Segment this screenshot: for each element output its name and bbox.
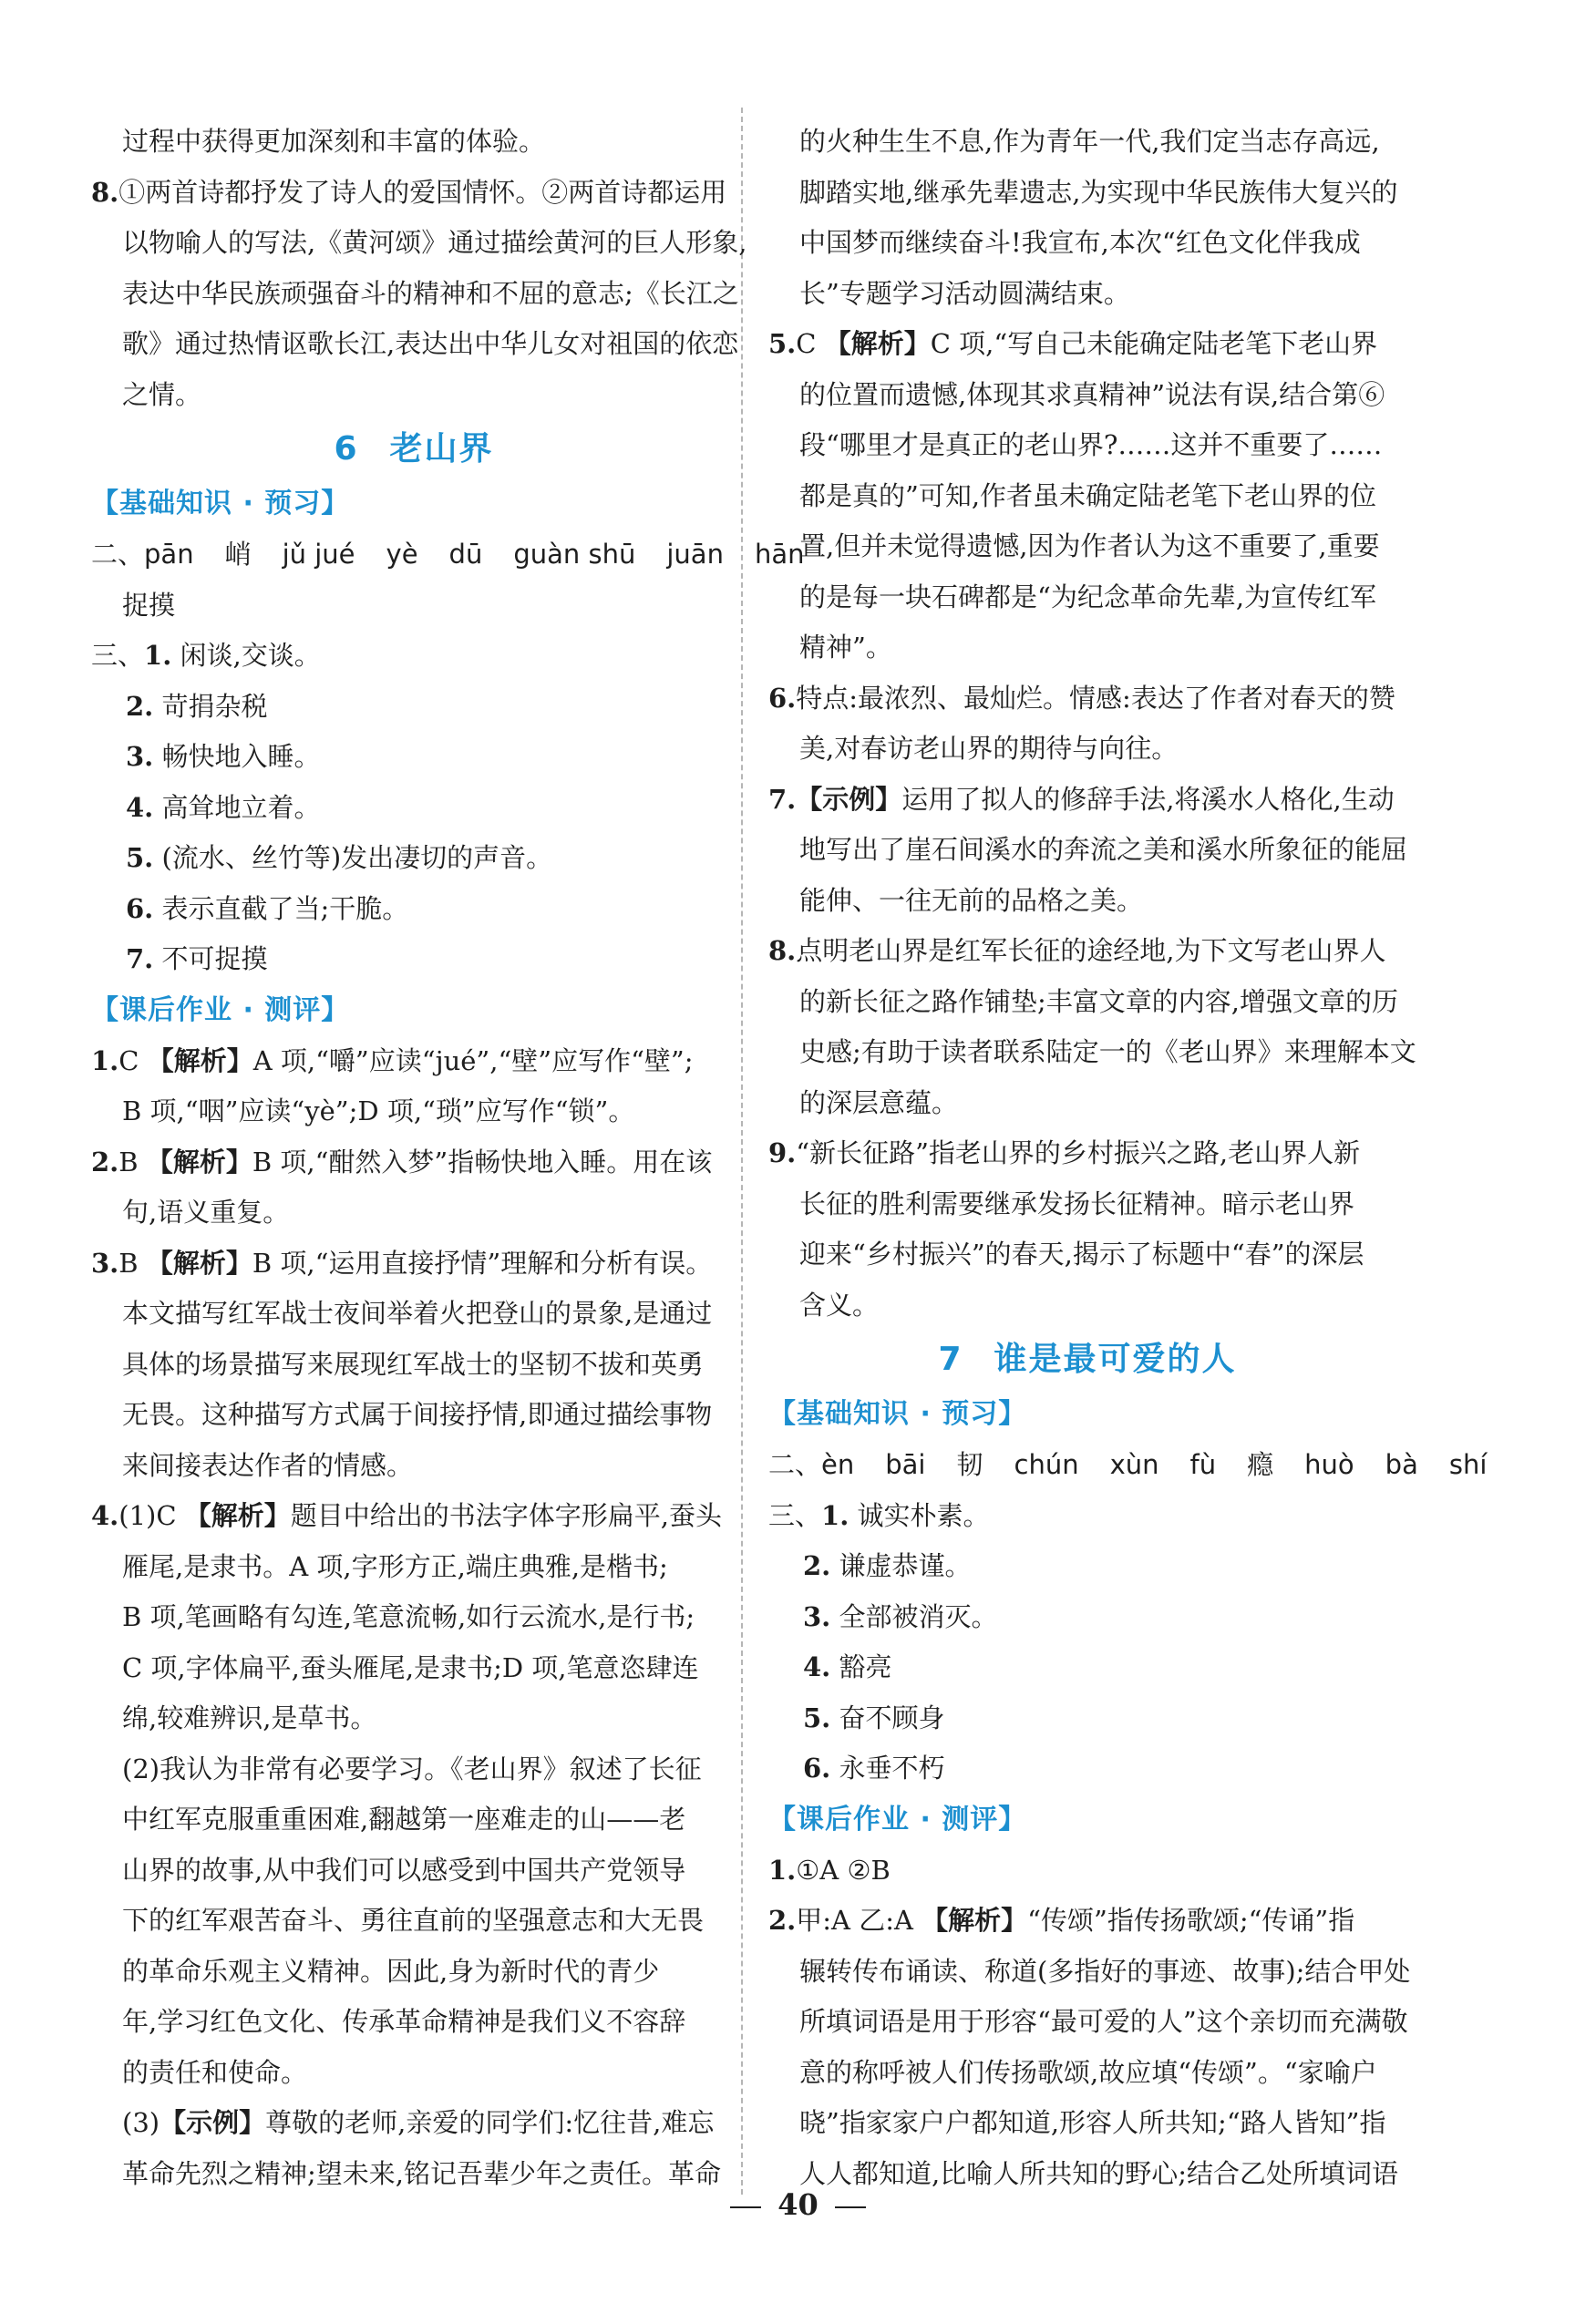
text-line: 之情。 <box>122 378 202 410</box>
question-4: 4.(1)C 【解析】题目中给出的书法字体字形扁平,蚕头 雁尾,是隶书。A 项,字形方正,端庄典雅,是楷书; B 项,笔画略有勾连,笔意流畅,如行云流水,是行书; C 项,字体扁平,蚕头雁尾,是隶书;D 项,笔意恣肆连 绵,较难辨识,是草书。 (2)我认为非常有必要学习。《老山界》叙述了长征 中红军克服重重困难,翻越第一座难走的山——老 山界的故事,从中我们可以感受到中国共产党领导 下的红军艰苦奋斗、勇往直前的坚强意志和大无畏 的革命乐观主义精神。因此,身为新时代的青少 年,学习红色文化、传承革命精神是我们义不容辞 的责任和使命。 (3)【示例】尊敬的老师,亲爱的同学们:忆往昔,难忘 革命先烈之精神;望未来,铭记吾辈少年之责任。革命 <box>91 1491 736 2199</box>
text-line: 具体的场景描写来展现红军战士的坚韧不拔和英勇 <box>122 1348 705 1380</box>
text-line: 意的称呼被人们传扬歌颂,故应填“传颂”。“家喻户 <box>799 2056 1377 2088</box>
vocab-item: 4. 豁亮 <box>803 1651 892 1682</box>
text-line: 置,但并未觉得遗憾,因为作者认为这不重要了,重要 <box>799 530 1380 561</box>
text-line: 长征的胜利需要继承发扬长征精神。暗示老山界 <box>799 1188 1355 1219</box>
section-number: 6 <box>334 430 359 468</box>
text-line: 歌》通过热情讴歌长江,表达出中华儿女对祖国的依恋 <box>122 328 739 359</box>
text-line: 的位置而遗憾,体现其求真精神”说法有误,结合第⑥ <box>799 378 1385 410</box>
text-line: B 项,“咽”应读“yè”;D 项,“琐”应写作“锁”。 <box>122 1095 635 1126</box>
text-line: 革命先烈之精神;望未来,铭记吾辈少年之责任。革命 <box>122 2157 721 2189</box>
text-line: 过程中获得更加深刻和丰富的体验。 <box>122 126 546 157</box>
vocab-item: 4. 高耸地立着。 <box>126 791 321 823</box>
pinyin-continued: 捉摸 <box>122 589 176 621</box>
text-line: 段“哪里才是真正的老山界?……这并不重要了…… <box>799 429 1383 460</box>
homework-header: 【课后作业 · 测评】 <box>91 993 350 1026</box>
text-line: 句,语义重复。 <box>122 1197 290 1228</box>
basic-knowledge-header: 【基础知识 · 预习】 <box>768 1398 1027 1430</box>
text-line: 含义。 <box>799 1289 880 1321</box>
text-line: 下的红军艰苦奋斗、勇往直前的坚强意志和大无畏 <box>122 1905 705 1936</box>
vocab-item: 三、1. 诚实朴素。 <box>768 1499 990 1531</box>
text-line: 以物喻人的写法,《黄河颂》通过描绘黄河的巨人形象, <box>122 227 747 258</box>
question-5: 5.C 【解析】C 项,“写自己未能确定陆老笔下老山界 的位置而遗憾,体现其求真精神”说法有误,结合第⑥ 段“哪里才是真正的老山界?……这并不重要了…… 都是真的”可知,作者虽未确定陆老笔下老山界的位 置,但并未觉得遗憾,因为作者认为这不重要了,重要 的是每一块石碑都是“为纪念革命先辈,为宣传红军 精神”。 <box>768 319 1406 674</box>
text-line: 所填词语是用于形容“最可爱的人”这个亲切而充满敬 <box>799 2006 1408 2037</box>
section-title-text: 谁是最可爱的人 <box>994 1341 1237 1378</box>
text-line: 史感;有助于读者联系陆定一的《老山界》来理解本文 <box>799 1036 1416 1067</box>
question-1: 1.C 【解析】A 项,“嚼”应读“jué”,“壁”应写作“壁”; B 项,“咽”应读“yè”;D 项,“琐”应写作“锁”。 <box>91 1036 736 1137</box>
column-divider <box>741 108 743 2195</box>
section-title-7 <box>768 1331 1406 1389</box>
question-7: 7.【示例】运用了拟人的修辞手法,将溪水人格化,生动 地写出了崖石间溪水的奔流之美和溪水所象征的能屈 能伸、一往无前的品格之美。 <box>768 775 1406 927</box>
vocab-item: 7. 不可捉摸 <box>126 943 268 974</box>
text-line: 绵,较难辨识,是草书。 <box>122 1702 377 1733</box>
text-line: 地写出了崖石间溪水的奔流之美和溪水所象征的能屈 <box>799 834 1408 865</box>
text-line: 无畏。这种描写方式属于间接抒情,即通过描绘事物 <box>122 1399 713 1430</box>
text-line: 人人都知道,比喻人所共知的野心;结合乙处所填词语 <box>799 2157 1398 2189</box>
left-column <box>91 117 805 2199</box>
text-line: 长”专题学习活动圆满结束。 <box>799 277 1130 309</box>
answer-8 <box>91 168 747 421</box>
text-line: 的责任和使命。 <box>122 2056 308 2088</box>
basic-knowledge-header: 【基础知识 · 预习】 <box>91 488 350 519</box>
text-line: 本文描写红军战士夜间举着火把登山的景象,是通过 <box>122 1298 713 1329</box>
footer-dash-left <box>730 2206 761 2208</box>
vocab-item: 6. 永垂不朽 <box>803 1753 945 1784</box>
vocab-item: 三、1. 闲谈,交谈。 <box>91 640 321 671</box>
pinyin-row: 二、èn bāi 韧 chún xùn fù 瘾 huò bà shí <box>768 1449 1488 1480</box>
text-line: 表达中华民族顽强奋斗的精神和不屈的意志;《长江之 <box>122 277 739 309</box>
pinyin-row: 二、pān 峭 jǔ jué yè dū guàn shū juān hān <box>91 539 805 570</box>
vocab-item: 2. 谦虚恭谨。 <box>803 1550 972 1581</box>
right-column <box>768 117 1488 2199</box>
vocab-item: 2. 苛捐杂税 <box>126 690 268 722</box>
text-line: (2)我认为非常有必要学习。《老山界》叙述了长征 <box>122 1753 702 1784</box>
question-9: 9.“新长征路”指老山界的乡村振兴之路,老山界人新 长征的胜利需要继承发扬长征精神。暗示老山界 迎来“乡村振兴”的春天,揭示了标题中“春”的深层 含义。 <box>768 1128 1406 1331</box>
vocab-item: 6. 表示直截了当;干脆。 <box>126 892 409 924</box>
text-line: 都是真的”可知,作者虽未确定陆老笔下老山界的位 <box>799 479 1377 511</box>
text-line: ①两首诗都抒发了诗人的爱国情怀。②两首诗都运用 <box>118 176 727 208</box>
question-6: 6.特点:最浓烈、最灿烂。情感:表达了作者对春天的赞 美,对春访老山界的期待与向往。 <box>768 674 1406 775</box>
vocab-item: 5. 奋不顾身 <box>803 1702 945 1733</box>
text-line: 中国梦而继续奋斗!我宣布,本次“红色文化伴我成 <box>799 227 1361 258</box>
question-8: 8.点明老山界是红军长征的途经地,为下文写老山界人 的新长征之路作铺垫;丰富文章的内容,增强文章的历 史感;有助于读者联系陆定一的《老山界》来理解本文 的深层意蕴。 <box>768 926 1406 1128</box>
section-number: 7 <box>938 1341 963 1378</box>
question-2: 2.B 【解析】B 项,“酣然入梦”指畅快地入睡。用在该 句,语义重复。 <box>91 1137 736 1239</box>
vocab-item: 5. (流水、丝竹等)发出凄切的声音。 <box>126 842 553 873</box>
question-2: 2.甲:A 乙:A 【解析】“传颂”指传扬歌颂;“传诵”指 辗转传布诵读、称道(多指好的事迹、故事);结合甲处 所填词语是用于形容“最可爱的人”这个亲切而充满敬 意的称呼被人们传扬歌颂,故应填“传颂”。“家喻户 晓”指家家户户都知道,形容人所共知;“路人皆知”指 人人都知道,比喻人所共知的野心;结合乙处所填词语 <box>768 1896 1406 2199</box>
question-3: 3.B 【解析】B 项,“运用直接抒情”理解和分析有误。 本文描写红军战士夜间举着火把登山的景象,是通过 具体的场景描写来展现红军战士的坚韧不拔和英勇 无畏。这种描写方式属于间接抒情,即通过描绘事物 来间接表达作者的情感。 <box>91 1239 736 1492</box>
footer-dash-right <box>835 2206 866 2208</box>
text-line: 脚踏实地,继承先辈遗志,为实现中华民族伟大复兴的 <box>799 176 1398 208</box>
text-line: C 项,字体扁平,蚕头雁尾,是隶书;D 项,笔意恣肆连 <box>122 1651 699 1683</box>
text-line: 辗转传布诵读、称道(多指好的事迹、故事);结合甲处 <box>799 1955 1411 1987</box>
vocab-item: 3. 畅快地入睡。 <box>126 741 321 772</box>
item-number: 8. <box>91 176 119 208</box>
text-line: 山界的故事,从中我们可以感受到中国共产党领导 <box>122 1854 686 1886</box>
text-line: 的革命乐观主义精神。因此,身为新时代的青少 <box>122 1955 660 1987</box>
text-line: 能伸、一往无前的品格之美。 <box>799 884 1144 916</box>
text-line: 的新长征之路作铺垫;丰富文章的内容,增强文章的历 <box>799 985 1398 1017</box>
homework-header: 【课后作业 · 测评】 <box>768 1803 1027 1836</box>
text-line: 雁尾,是隶书。A 项,字形方正,端庄典雅,是楷书; <box>122 1550 668 1582</box>
text-line: 的火种生生不息,作为青年一代,我们定当志存高远, <box>799 126 1380 157</box>
text-line: B 项,笔画略有勾连,笔意流畅,如行云流水,是行书; <box>122 1601 695 1632</box>
section-title-6 <box>91 420 736 478</box>
text-line: 精神”。 <box>799 632 892 663</box>
text-line: 美,对春访老山界的期待与向往。 <box>799 733 1179 764</box>
page-footer <box>0 2187 1596 2222</box>
text-line: 中红军克服重重困难,翻越第一座难走的山——老 <box>122 1804 686 1835</box>
text-line: 来间接表达作者的情感。 <box>122 1449 414 1481</box>
question-1: 1.①A ②B <box>768 1854 891 1886</box>
text-line: 的深层意蕴。 <box>799 1086 959 1118</box>
page-number: 40 <box>777 2187 819 2222</box>
section-title-text: 老山界 <box>389 430 494 468</box>
text-line: 迎来“乡村振兴”的春天,揭示了标题中“春”的深层 <box>799 1239 1364 1270</box>
text-line: 晓”指家家户户都知道,形容人所共知;“路人皆知”指 <box>799 2107 1386 2138</box>
text-line: 年,学习红色文化、传承革命精神是我们义不容辞 <box>122 2006 686 2037</box>
text-line: 的是每一块石碑都是“为纪念革命先辈,为宣传红军 <box>799 581 1377 612</box>
vocab-item: 3. 全部被消灭。 <box>803 1600 998 1632</box>
